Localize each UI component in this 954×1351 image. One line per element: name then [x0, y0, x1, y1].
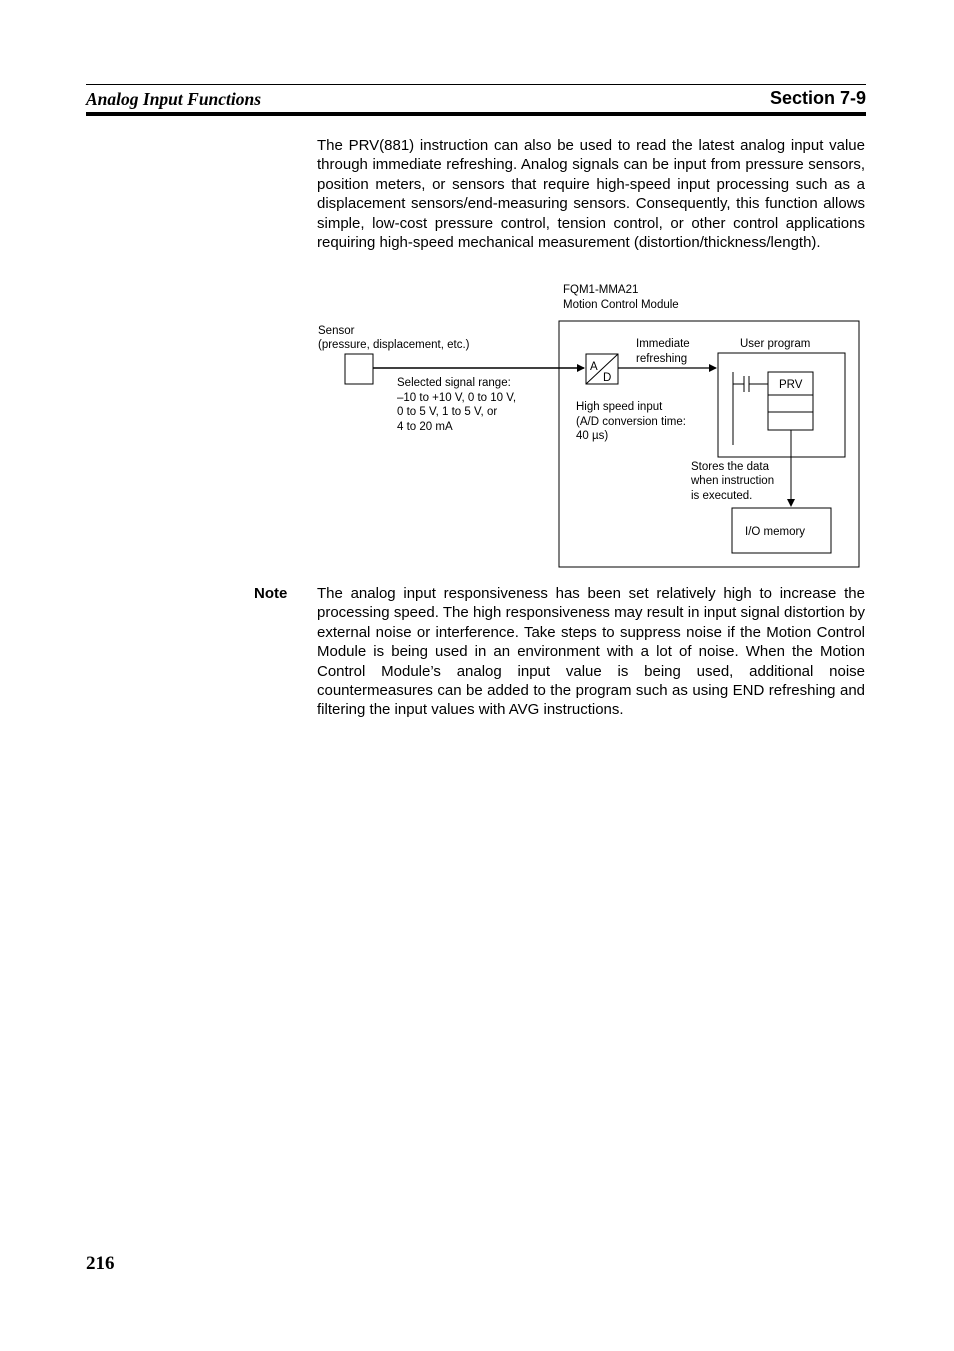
user-program-label: User program: [740, 338, 811, 350]
user-program-box: [718, 353, 845, 457]
sensor-label: Sensor: [318, 325, 355, 337]
conversion-time-label: (A/D conversion time:: [576, 416, 686, 428]
is-executed-label: is executed.: [691, 490, 753, 502]
ad-letter-d: D: [603, 372, 612, 384]
refreshing-label: refreshing: [636, 353, 688, 365]
note-label: Note: [254, 585, 288, 602]
sensor-box: [345, 354, 373, 384]
page-number: 216: [86, 1253, 115, 1274]
when-instruction-label: when instruction: [691, 475, 775, 487]
module-model-label: FQM1-MMA21: [563, 284, 639, 296]
signal-range-label: Selected signal range:: [397, 377, 511, 389]
section-heading: Analog Input Functions: [86, 89, 262, 109]
ad-letter-a: A: [590, 361, 598, 373]
sensor-description: (pressure, displacement, etc.): [318, 339, 470, 351]
stores-data-label: Stores the data: [691, 461, 769, 473]
module-name-label: Motion Control Module: [563, 299, 679, 311]
high-speed-label: High speed input: [576, 401, 663, 413]
prv-label: PRV: [779, 379, 803, 391]
immediate-label: Immediate: [636, 338, 690, 350]
signal-range-line-2: 0 to 5 V, 1 to 5 V, or: [397, 406, 498, 418]
note-paragraph: The analog input responsiveness has been set relatively high to increase the processing speed. The high responsiveness may result in input signal distortion by external noise or interference. Take steps to suppress noise if the Motion Control Module is being used in an environment with a lot of noise. When the Motion Control Module’s analog input value is being used, additional noise countermeasures can be added to the program such as using END refreshing and filtering the input values with AVG instructions.: [317, 585, 865, 719]
io-memory-label: I/O memory: [745, 526, 806, 538]
signal-range-line-3: 4 to 20 mA: [397, 421, 453, 433]
body-paragraph: The PRV(881) instruction can also be used to read the latest analog input value through immediate refreshing. Analog signals can be input from pressure sensors, position meters, or sensors that require high-speed input processing such as a displacement sensors/end-measuring sensors. Consequently, this function allows simple, low-cost pressure control, tension control, or other control applications requiring high-speed mechanical measurement (distortion/thickness/length).: [317, 137, 865, 252]
section-number: Section 7-9: [769, 88, 866, 108]
module-box: [559, 321, 859, 567]
conversion-time-value: 40 µs): [576, 430, 609, 442]
signal-range-line-1: –10 to +10 V, 0 to 10 V,: [397, 392, 517, 404]
